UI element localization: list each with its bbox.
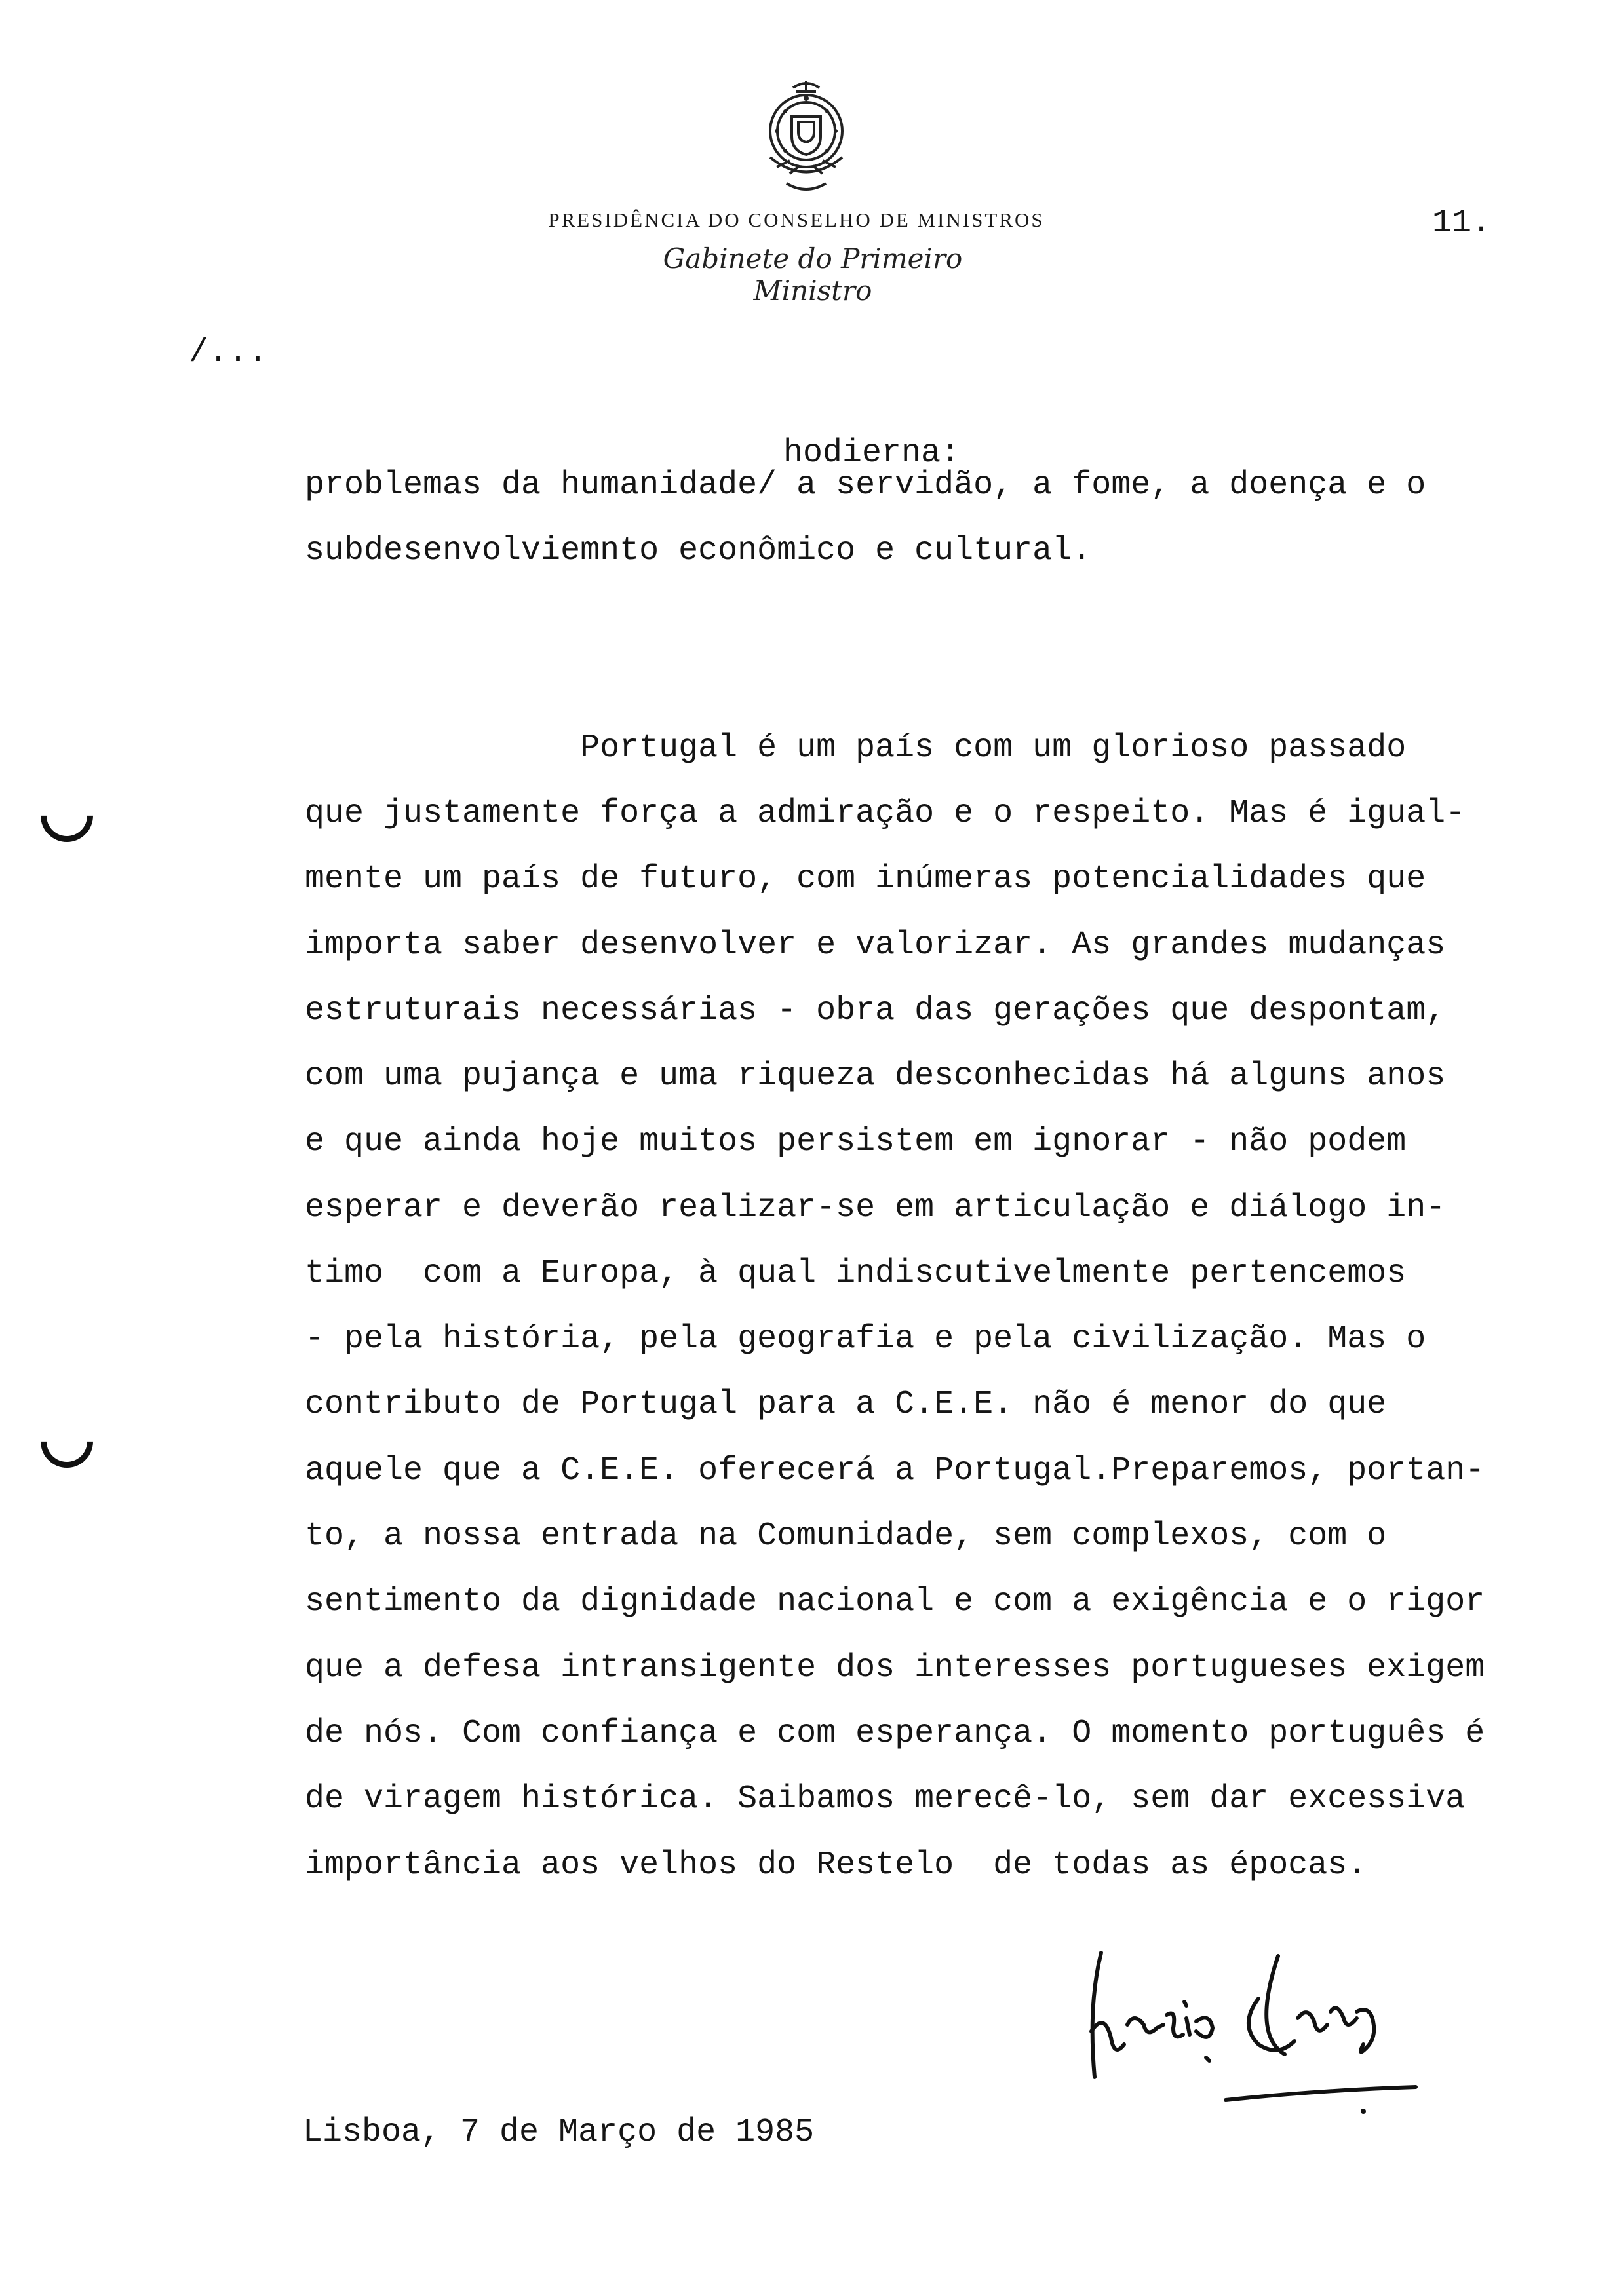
coat-of-arms-icon	[741, 79, 872, 203]
body-line: subdesenvolviemnto econômico e cultural.	[305, 532, 1092, 569]
body-line: de nós. Com confiança e com esperança. O momento português é	[305, 1715, 1485, 1752]
body-line: importa saber desenvolver e valorizar. As grandes mudanças	[305, 927, 1446, 964]
body-line: e que ainda hoje muitos persistem em ignorar - não podem	[305, 1123, 1407, 1160]
body-line: importância aos velhos do Restelo de todas as épocas.	[305, 1846, 1367, 1884]
office-title: PRESIDÊNCIA DO CONSELHO DE MINISTROS	[548, 208, 1045, 231]
body-line: sentimento da dignidade nacional e com a exigência e o rigor	[305, 1583, 1485, 1620]
body-line: estruturais necessárias - obra das gerações que despontam,	[305, 992, 1446, 1029]
body-line: mente um país de futuro, com inúmeras potencialidades que	[305, 860, 1426, 898]
date-line: Lisboa, 7 de Março de 1985	[303, 2114, 815, 2151]
body-line: aquele que a C.E.E. oferecerá a Portugal.Preparemos, portan-	[305, 1452, 1485, 1489]
handwritten-signature	[1062, 1940, 1429, 2116]
body-line: - pela história, pela geografia e pela civilização. Mas o	[305, 1320, 1426, 1358]
binder-hole-mark-icon	[29, 778, 104, 852]
body-line: to, a nossa entrada na Comunidade, sem complexos, com o	[305, 1518, 1387, 1555]
body-line: esperar e deverão realizar-se em articulação e diálogo in-	[305, 1189, 1446, 1227]
body-line: Portugal é um país com um glorioso passado	[305, 729, 1407, 767]
inserted-word: hodierna:	[783, 434, 961, 472]
body-line: que a defesa intransigente dos interesses portugueses exigem	[305, 1649, 1485, 1687]
body-line: com uma pujança e uma riqueza desconhecidas há alguns anos	[305, 1058, 1446, 1095]
body-line: de viragem histórica. Saibamos merecê-lo, sem dar excessiva	[305, 1780, 1466, 1818]
continuation-mark: /...	[189, 334, 268, 372]
body-line: que justamente força a admiração e o respeito. Mas é igual-	[305, 795, 1466, 832]
body-line: timo com a Europa, à qual indiscutivelmente pertencemos	[305, 1255, 1407, 1292]
body-line: contributo de Portugal para a C.E.E. não é menor do que	[305, 1386, 1387, 1423]
cabinet-subtitle: Gabinete do Primeiro Ministro	[663, 242, 963, 307]
body-line: problemas da humanidade/ a servidão, a fome, a doença e o	[305, 467, 1426, 504]
binder-hole-mark-icon	[29, 1404, 104, 1478]
page-number: 11.	[1432, 204, 1492, 242]
